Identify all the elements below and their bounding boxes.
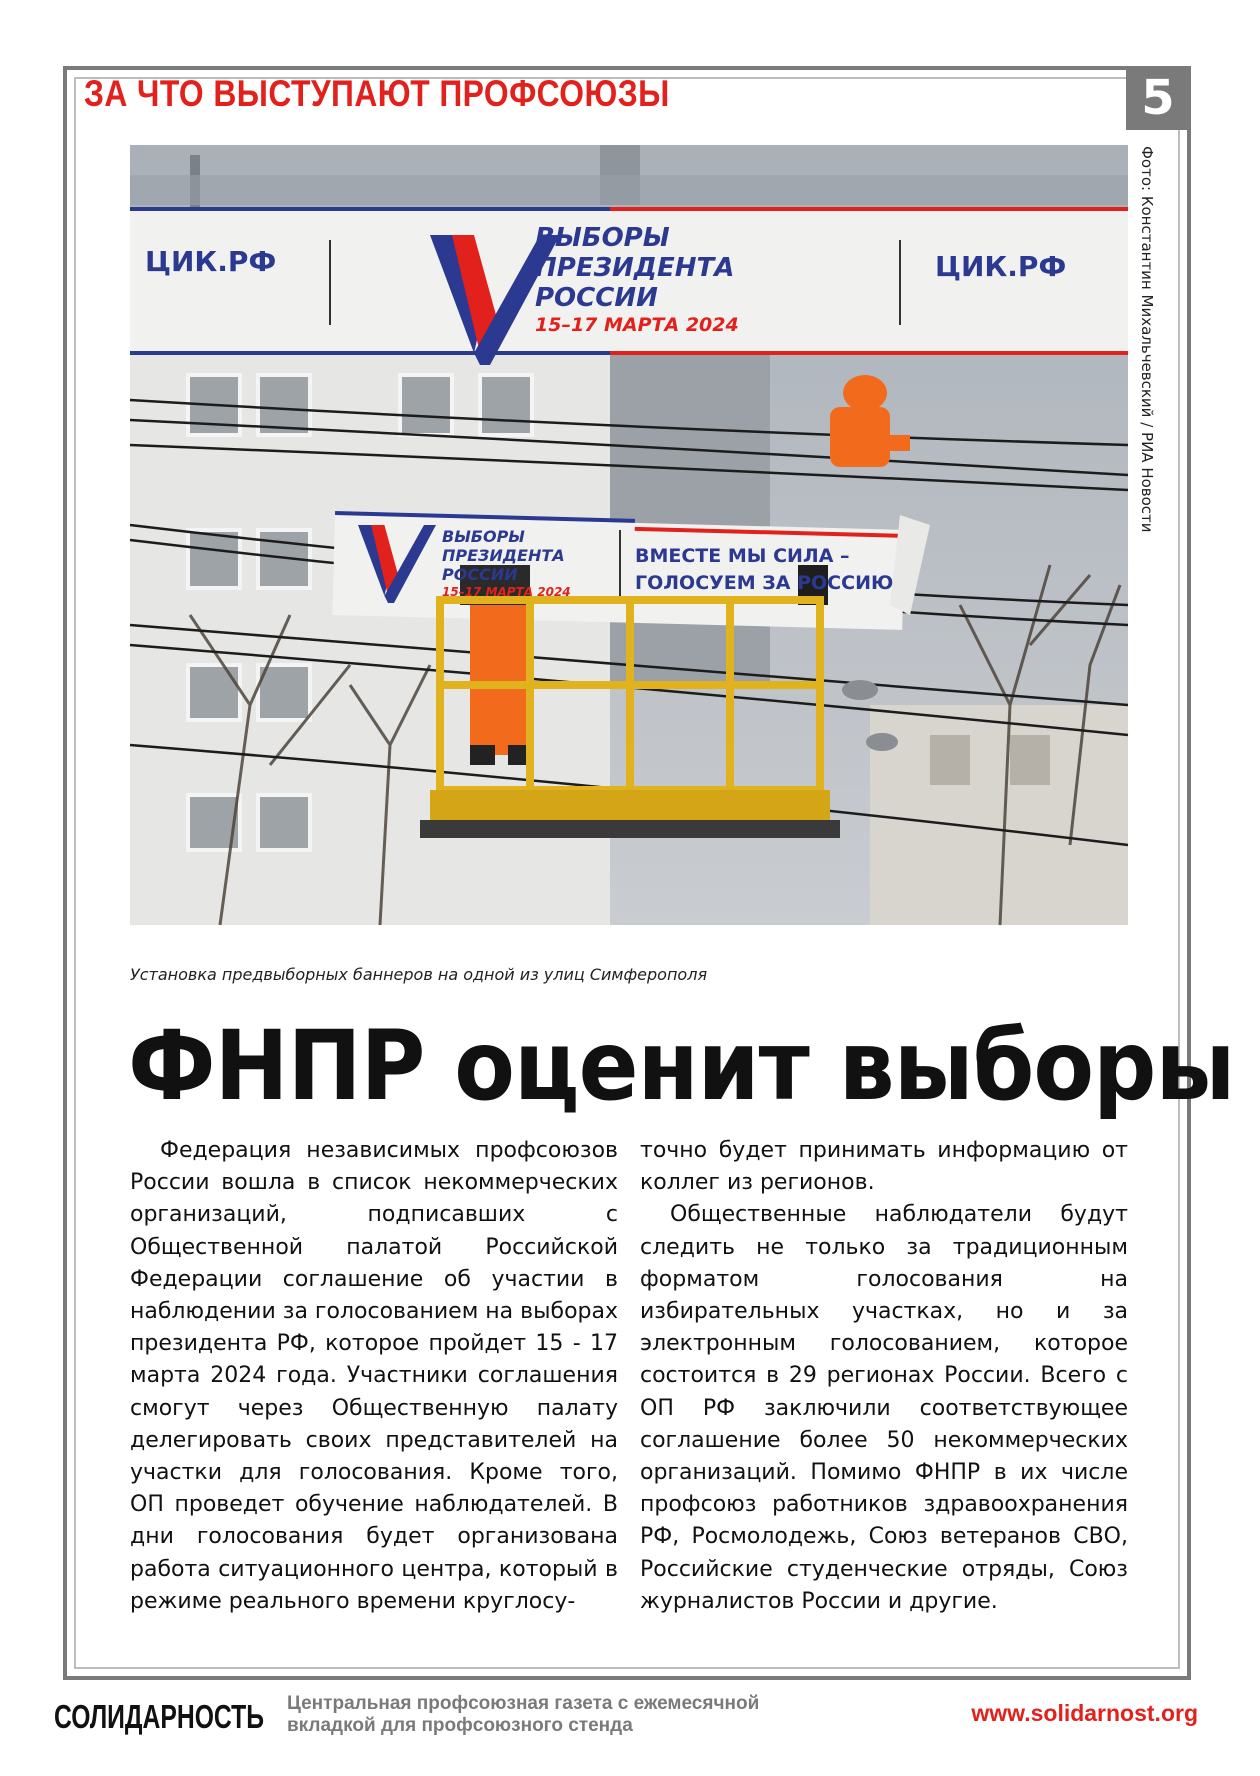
article-paragraph-2: Общественные наблюдатели будут следить не только за традиционным форматом голосования на избирательных участках, но и за электронным голосованием, которое состоится в 29 регионах России. Всего с ОП РФ заключили соответствующее соглашение более 50 некоммерческих организаций. Помимо ФНПР в их числе профсоюз работников здравоохранения РФ, Росмолодежь, Союз ветеранов СВО, Российские студенческие отряды, Союз журналистов России и другие. xyxy=(640,1202,1128,1614)
article-column-right xyxy=(640,1135,1128,1618)
photo-credit: Фото: Константин Михальчевский / РИА Новости xyxy=(1138,146,1156,533)
svg-text:СОЛИДАРНОСТЬ: СОЛИДАРНОСТЬ xyxy=(54,1698,264,1735)
banner-top-dates: 15–17 МАРТА 2024 xyxy=(535,314,739,336)
banner-lower-title-line1: ВЫБОРЫ xyxy=(442,527,525,546)
banner-lower-slogan-line2: ГОЛОСУЕМ ЗА РОССИЮ xyxy=(635,572,894,594)
tagline-line2: вкладкой для профсоюзного стенда xyxy=(287,1715,633,1736)
banner-lower-slogan xyxy=(635,543,895,597)
banner-top-title-line2: ПРЕЗИДЕНТА xyxy=(535,253,735,283)
banner-top-title-line1: ВЫБОРЫ xyxy=(535,223,670,253)
article-column-left xyxy=(130,1135,618,1618)
banner-top-title-line3: РОССИИ xyxy=(535,283,658,313)
photo-caption: Установка предвыборных баннеров на одной из улиц Симферополя xyxy=(130,965,708,984)
solidarnost-logo xyxy=(54,1692,266,1740)
banner-lower-title-line2: ПРЕЗИДЕНТА xyxy=(442,546,565,565)
article-headline: ФНПР оценит выборы xyxy=(128,1010,1235,1122)
banner-top-left-site: ЦИК.РФ xyxy=(145,245,277,278)
section-rubric: ЗА ЧТО ВЫСТУПАЮТ ПРОФСОЮЗЫ xyxy=(84,73,670,114)
banner-top-right-site: ЦИК.РФ xyxy=(935,250,1067,283)
newspaper-tagline xyxy=(287,1693,759,1737)
banner-lower-dates: 15–17 МАРТА 2024 xyxy=(442,585,571,599)
tagline-line1: Центральная профсоюзная газета с ежемесячной xyxy=(287,1693,760,1714)
page-number: 5 xyxy=(1126,66,1190,130)
banner-lower-title xyxy=(442,527,571,600)
website-link[interactable]: www.solidarnost.org xyxy=(971,1700,1198,1726)
banner-lower-title-line3: РОССИИ xyxy=(442,565,518,584)
article-paragraph-1-continued: точно будет принимать информацию от коллег из регионов. xyxy=(640,1138,1128,1196)
news-photo xyxy=(130,145,1128,925)
banner-lower-slogan-line1: ВМЕСТЕ МЫ СИЛА – xyxy=(635,545,850,567)
banner-top-title xyxy=(535,223,739,337)
article-paragraph-1: Федерация независимых профсоюзов России вошла в список некоммерческих организаций, подписавших с Общественной палатой Российской Федерации соглашение об участии в наблюдении за голосованием на выборах президента РФ, которое пройдет 15 - 17 марта 2024 года. Участники соглашения смогут через Общественную палату делегировать своих представителей на участки для голосования. Кроме того, ОП проведет обучение наблюдателей. В дни голосования будет организована работа ситуационного центра, который в режиме реального времени круглосу- xyxy=(130,1138,618,1614)
